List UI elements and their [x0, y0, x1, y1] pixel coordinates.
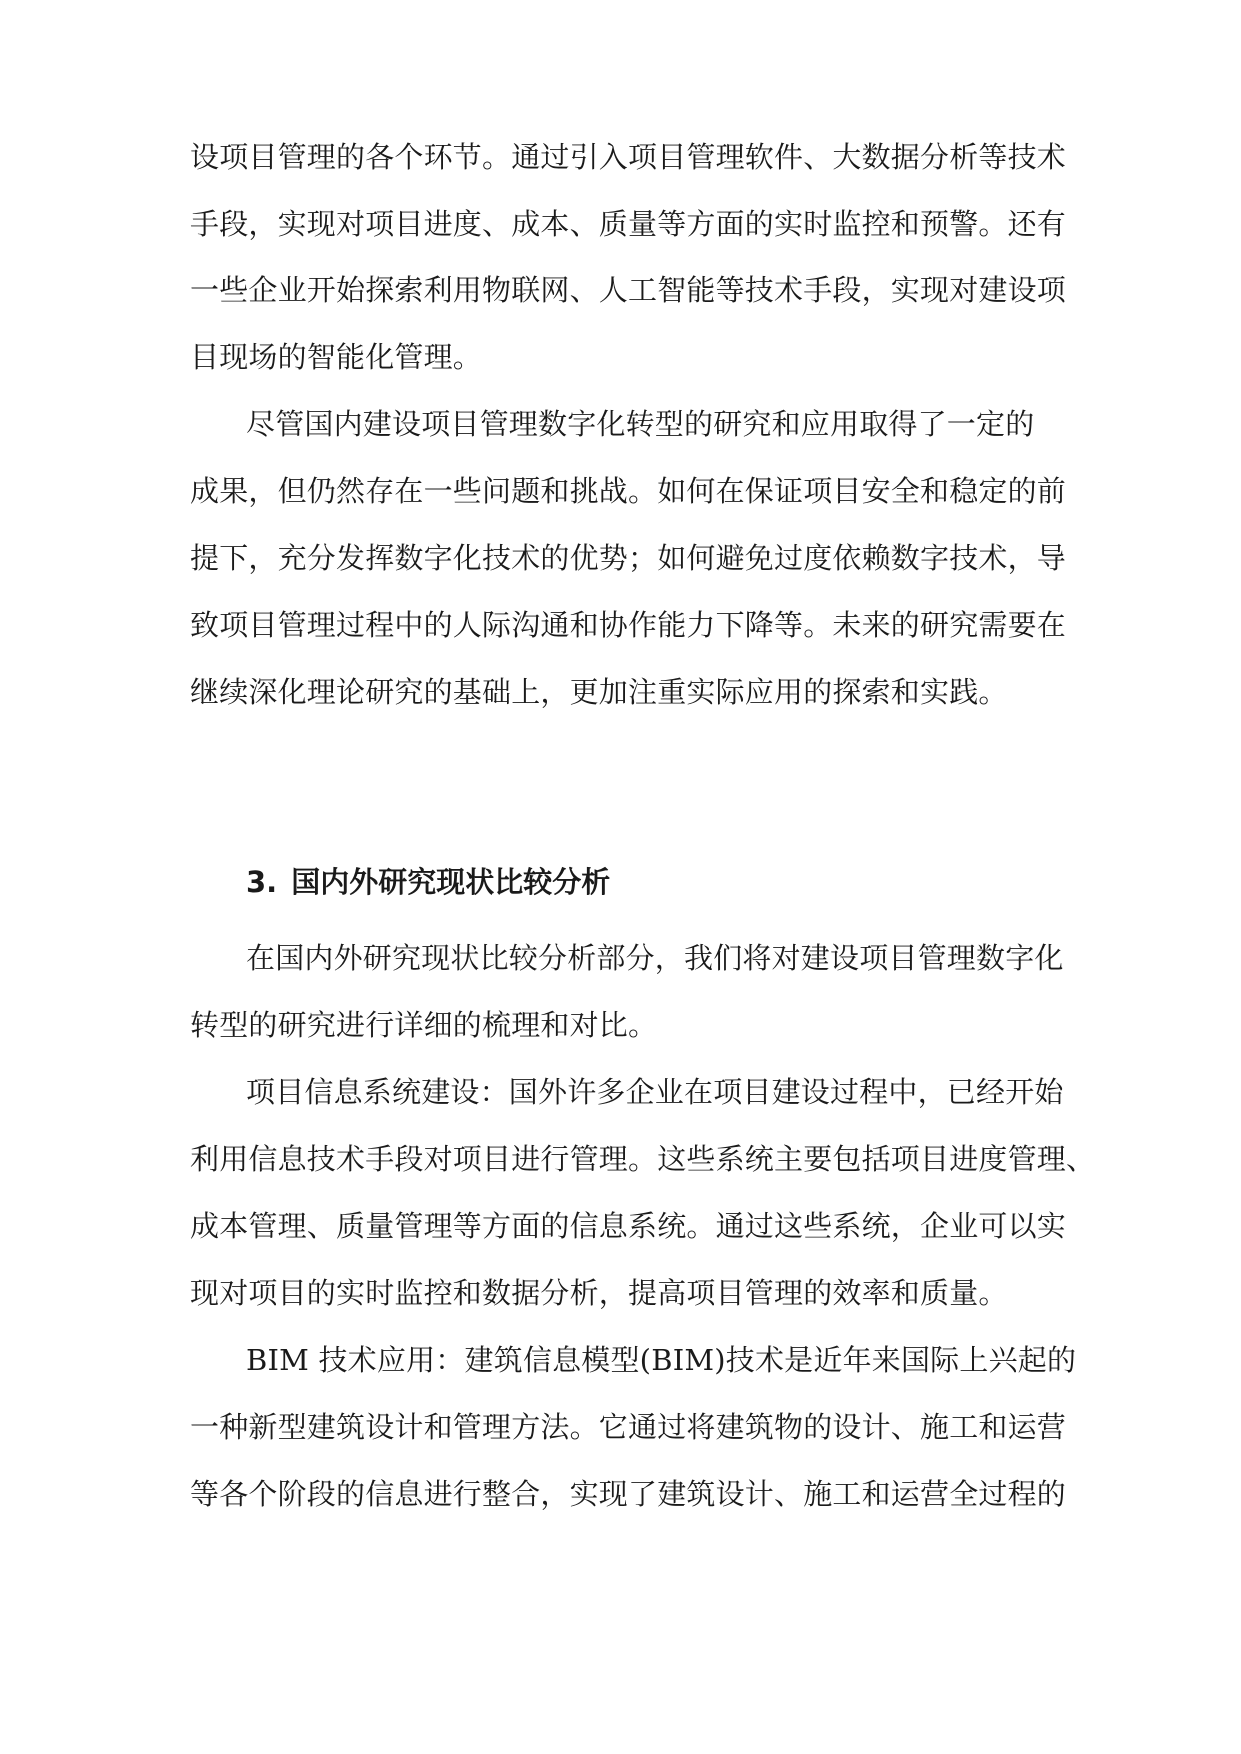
paragraph-3-line-1: 在国内外研究现状比较分析部分，我们将对建设项目管理数字化: [246, 941, 1064, 975]
paragraph-2-line-1: 尽管国内建设项目管理数字化转型的研究和应用取得了一定的: [246, 407, 1035, 441]
section-title: 国内外研究现状比较分析: [291, 865, 611, 899]
paragraph-1-line-4: 目现场的智能化管理。: [190, 340, 483, 374]
paragraph-5-line-1: BIM 技术应用：建筑信息模型(BIM)技术是近年来国际上兴起的: [246, 1343, 1077, 1377]
paragraph-1-line-1: 设项目管理的各个环节。通过引入项目管理软件、大数据分析等技术: [190, 140, 1067, 174]
paragraph-2-line-5: 继续深化理论研究的基础上，更加注重实际应用的探索和实践。: [190, 675, 1008, 709]
paragraph-2-line-2: 成果，但仍然存在一些问题和挑战。如何在保证项目安全和稳定的前: [190, 474, 1067, 508]
paragraph-2-line-3: 提下，充分发挥数字化技术的优势；如何避免过度依赖数字技术，导: [190, 541, 1067, 575]
paragraph-1-line-3: 一些企业开始探索利用物联网、人工智能等技术手段，实现对建设项: [190, 273, 1067, 307]
paragraph-3-line-2: 转型的研究进行详细的梳理和对比。: [190, 1008, 658, 1042]
section-number: 3.: [246, 865, 278, 899]
paragraph-4-line-3: 成本管理、质量管理等方面的信息系统。通过这些系统，企业可以实: [190, 1209, 1067, 1243]
paragraph-2-line-4: 致项目管理过程中的人际沟通和协作能力下降等。未来的研究需要在: [190, 608, 1067, 642]
paragraph-5-line-3: 等各个阶段的信息进行整合，实现了建筑设计、施工和运营全过程的: [190, 1477, 1067, 1511]
paragraph-5-line-2: 一种新型建筑设计和管理方法。它通过将建筑物的设计、施工和运营: [190, 1410, 1067, 1444]
paragraph-1-line-2: 手段，实现对项目进度、成本、质量等方面的实时监控和预警。还有: [190, 207, 1067, 241]
paragraph-4-line-1: 项目信息系统建设：国外许多企业在项目建设过程中，已经开始: [246, 1075, 1064, 1109]
paragraph-4-line-4: 现对项目的实时监控和数据分析，提高项目管理的效率和质量。: [190, 1276, 1008, 1310]
section-heading: [246, 862, 610, 902]
paragraph-4-line-2: 利用信息技术手段对项目进行管理。这些系统主要包括项目进度管理、: [190, 1142, 1096, 1176]
